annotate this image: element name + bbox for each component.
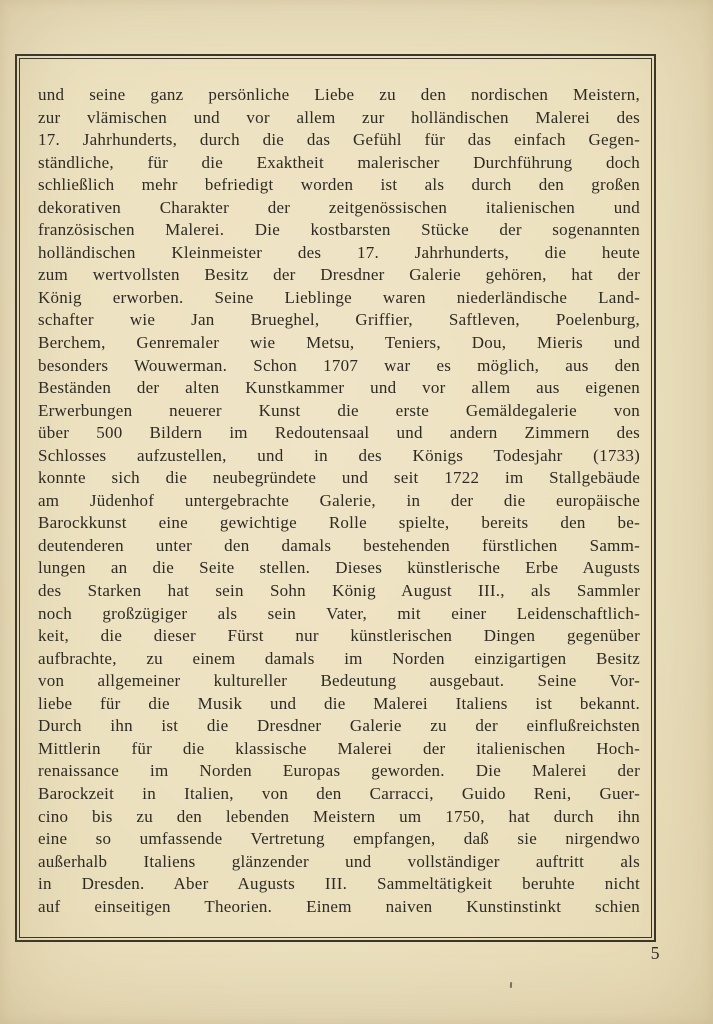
text-line: 17. Jahrhunderts, durch die das Gefühl für das einfach Gegen- xyxy=(38,130,640,150)
text-line: König erworben. Seine Lieblinge waren niederländische Land- xyxy=(38,287,640,307)
text-line: Durch ihn ist die Dresdner Galerie zu der einflußreichsten xyxy=(38,716,640,736)
page-border-inner-rule xyxy=(19,58,652,938)
page-number: 5 xyxy=(650,943,660,963)
text-line: Mittlerin für die klassische Malerei der italienischen Hoch- xyxy=(38,738,640,758)
text-line: Schlosses aufzustellen, und in des Königs Todesjahr (1733) xyxy=(38,445,640,465)
text-line: keit, die dieser Fürst nur künstlerischen Dingen gegenüber xyxy=(38,626,640,646)
body-text xyxy=(38,84,640,918)
text-line: außerhalb Italiens glänzender und vollständiger auftritt als xyxy=(38,851,640,871)
page-border-frame xyxy=(15,54,656,942)
text-line: noch großzügiger als sein Vater, mit einer Leidenschaftlich- xyxy=(38,603,640,623)
text-line: Barockzeit in Italien, von den Carracci, Guido Reni, Guer- xyxy=(38,783,640,803)
text-line: schafter wie Jan Brueghel, Griffier, Saftleven, Poelenburg, xyxy=(38,310,640,330)
text-line: über 500 Bildern im Redoutensaal und andern Zimmern des xyxy=(38,423,640,443)
text-line: zum wertvollsten Besitz der Dresdner Galerie gehören, hat der xyxy=(38,265,640,285)
ink-speck xyxy=(510,982,512,988)
text-line: konnte sich die neubegründete und seit 1722 im Stallgebäude xyxy=(38,468,640,488)
text-line: Berchem, Genremaler wie Metsu, Teniers, Dou, Mieris und xyxy=(38,333,640,353)
text-line: dekorativen Charakter der zeitgenössischen italienischen und xyxy=(38,197,640,217)
text-line: deutenderen unter den damals bestehenden fürstlichen Samm- xyxy=(38,535,640,555)
text-line: renaissance im Norden Europas geworden. Die Malerei der xyxy=(38,761,640,781)
text-line: holländischen Kleinmeister des 17. Jahrhunderts, die heute xyxy=(38,242,640,262)
text-line: französischen Malerei. Die kostbarsten Stücke der sogenannten xyxy=(38,220,640,240)
text-line: Erwerbungen neuerer Kunst die erste Gemäldegalerie von xyxy=(38,400,640,420)
text-line: des Starken hat sein Sohn König August III., als Sammler xyxy=(38,581,640,601)
text-line: liebe für die Musik und die Malerei Italiens ist bekannt. xyxy=(38,693,640,713)
text-line: Barockkunst eine gewichtige Rolle spielte, bereits den be- xyxy=(38,513,640,533)
text-line: eine so umfassende Vertretung empfangen, daß sie nirgendwo xyxy=(38,829,640,849)
text-line: auf einseitigen Theorien. Einem naiven Kunstinstinkt schien xyxy=(38,896,640,916)
text-line: von allgemeiner kultureller Bedeutung ausgebaut. Seine Vor- xyxy=(38,671,640,691)
text-line: lungen an die Seite stellen. Dieses künstlerische Erbe Augusts xyxy=(38,558,640,578)
text-line: Beständen der alten Kunstkammer und vor allem aus eigenen xyxy=(38,378,640,398)
text-line: cino bis zu den lebenden Meistern um 1750, hat durch ihn xyxy=(38,806,640,826)
text-line: ständliche, für die Exaktheit malerischer Durchführung doch xyxy=(38,152,640,172)
text-line: aufbrachte, zu einem damals im Norden einzigartigen Besitz xyxy=(38,648,640,668)
text-line: zur vlämischen und vor allem zur holländischen Malerei des xyxy=(38,107,640,127)
text-line: und seine ganz persönliche Liebe zu den nordischen Meistern, xyxy=(38,85,640,104)
text-line: schließlich mehr befriedigt worden ist als durch den großen xyxy=(38,175,640,195)
text-line: besonders Wouwerman. Schon 1707 war es möglich, aus den xyxy=(38,355,640,375)
text-line: am Jüdenhof untergebrachte Galerie, in der die europäische xyxy=(38,490,640,510)
text-line: in Dresden. Aber Augusts III. Sammeltätigkeit beruhte nicht xyxy=(38,874,640,894)
